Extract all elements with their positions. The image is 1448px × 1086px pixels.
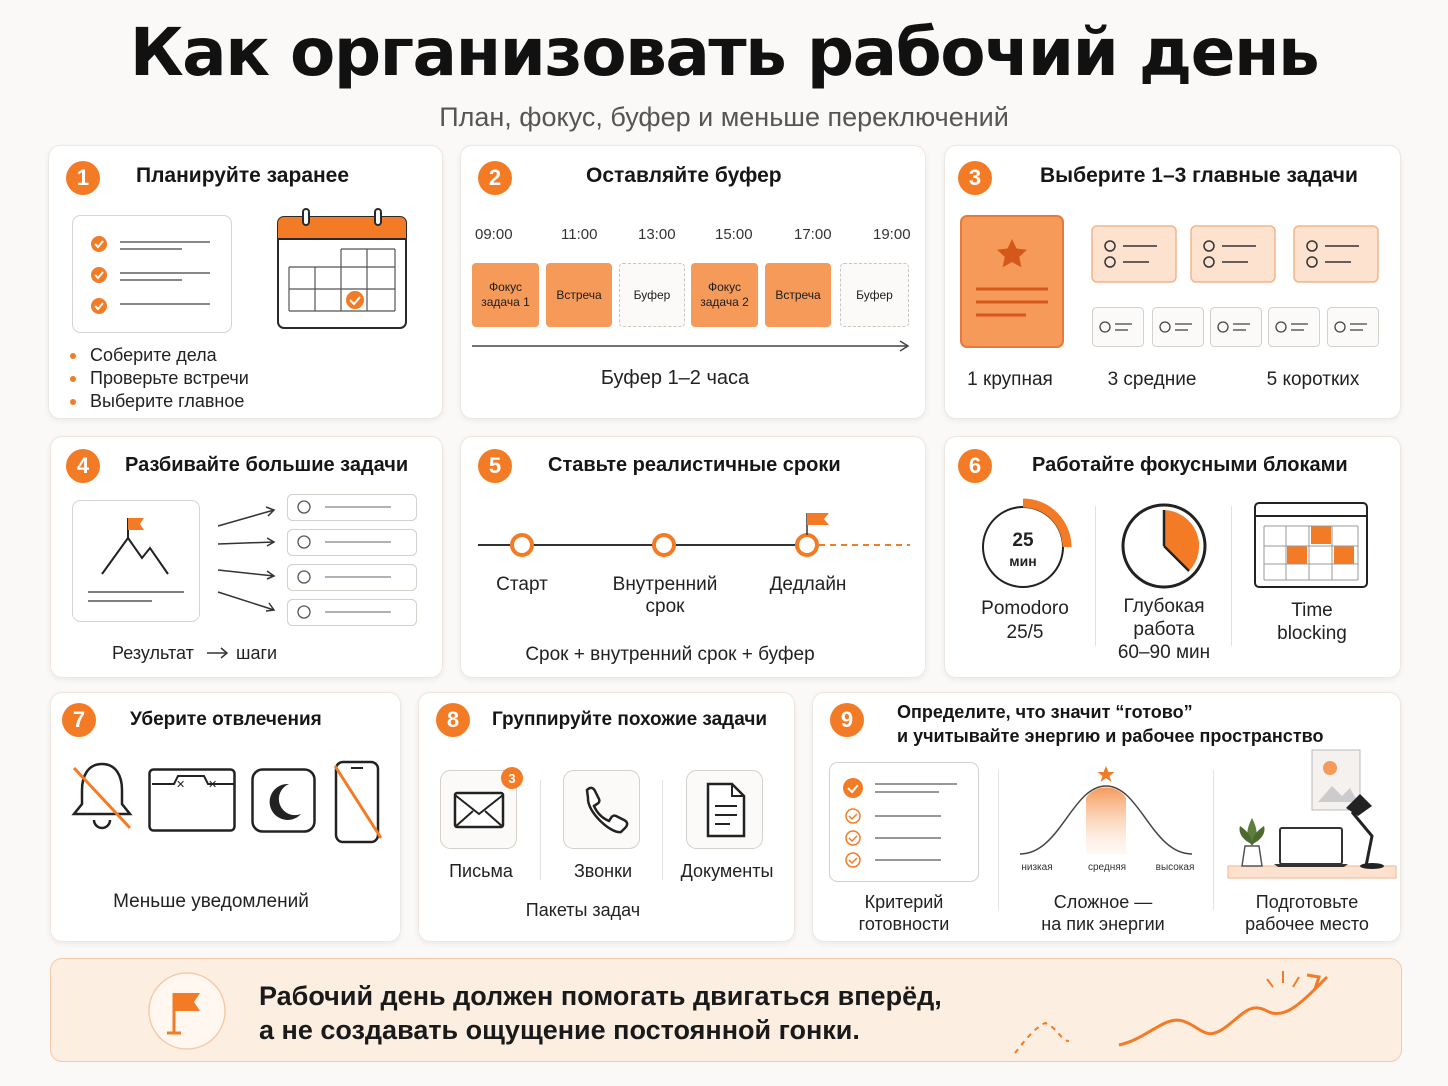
card-3-title: Выберите 1–3 главные задачи	[1040, 164, 1358, 187]
task-count-label: 1 крупная	[967, 369, 1053, 390]
focus-mode-label: Pomodoro	[981, 598, 1069, 619]
time-blocking-calendar-icon	[1254, 502, 1368, 588]
result-label: Результат	[112, 643, 194, 663]
batching-caption: Пакеты задач	[525, 900, 641, 920]
short-task-icon	[1327, 307, 1379, 347]
timer-unit: мин	[1009, 553, 1037, 569]
energy-label: на пик энергии	[1041, 914, 1165, 934]
step-number-7: 7	[62, 703, 96, 737]
card-6-title: Работайте фокусными блоками	[1032, 454, 1348, 476]
task-count-label: 5 коротких	[1266, 369, 1360, 390]
star-task-icon	[960, 215, 1064, 348]
divider	[540, 780, 541, 880]
mountain-goal-icon	[72, 500, 200, 622]
done-criteria-label: Критерий	[864, 892, 944, 912]
batch-item-label: Документы	[680, 861, 774, 881]
step-item-icon	[287, 494, 417, 521]
bullet-item: Проверьте встречи	[70, 368, 249, 389]
card-7-title: Уберите отвлечения	[130, 709, 322, 730]
card-5-title: Ставьте реалистичные сроки	[548, 454, 841, 476]
timeline-point-label: Внутренний	[612, 574, 718, 595]
focus-mode-label: 60–90 мин	[1117, 642, 1211, 663]
energy-mid-label: средняя	[1087, 862, 1127, 873]
timeline-point-label: Старт	[496, 574, 548, 595]
medium-task-icon	[1293, 225, 1379, 283]
card-9-title-line2: и учитывайте энергию и рабочее пространство	[897, 726, 1324, 746]
energy-high-label: высокая	[1155, 862, 1195, 873]
banner-line-1: Рабочий день должен помогать двигаться вперёд,	[259, 981, 942, 1011]
divider	[998, 770, 999, 910]
growth-arrow-icon	[1011, 965, 1331, 1059]
divider	[662, 780, 663, 880]
short-task-icon	[1268, 307, 1320, 347]
flag-icon	[147, 971, 227, 1051]
card-1-title: Планируйте заранее	[136, 164, 350, 187]
workspace-label: Подготовьте	[1255, 892, 1359, 912]
step-number-5: 5	[478, 449, 512, 483]
done-criteria-label: готовности	[858, 914, 950, 934]
deadline-caption: Срок + внутренний срок + буфер	[525, 644, 815, 665]
timeline-point-label: Дедлайн	[769, 574, 847, 595]
time-label: 17:00	[794, 226, 832, 243]
card-4-title: Разбивайте большие задачи	[125, 454, 409, 476]
mail-badge: 3	[508, 771, 516, 786]
step-number-1: 1	[66, 161, 100, 195]
time-label: 19:00	[873, 226, 911, 243]
svg-text:✕: ✕	[208, 778, 218, 791]
energy-curve-icon	[1016, 764, 1196, 860]
bullet-item: Соберите дела	[70, 345, 217, 366]
svg-text:✕: ✕	[176, 778, 186, 791]
steps-label: шаги	[236, 643, 278, 663]
phone-off-icon	[333, 760, 383, 846]
deep-work-clock-icon	[1120, 502, 1208, 590]
document-icon	[686, 770, 764, 850]
focus-mode-label: Time	[1291, 600, 1333, 621]
workspace-desk-icon	[1228, 748, 1398, 880]
batch-item-label: Письма	[449, 861, 513, 881]
medium-task-icon	[1091, 225, 1177, 283]
short-task-icon	[1152, 307, 1204, 347]
divider	[1231, 506, 1232, 646]
muted-bell-icon	[70, 760, 134, 832]
phone-call-icon	[563, 770, 641, 850]
focus-mode-label: 25/5	[1006, 622, 1044, 643]
focus-mode-label: blocking	[1277, 623, 1347, 644]
time-label: 09:00	[475, 226, 513, 243]
page-title: Как организовать рабочий день	[129, 14, 1319, 91]
step-number-4: 4	[66, 449, 100, 483]
banner-text	[259, 979, 942, 1047]
step-number-8: 8	[436, 703, 470, 737]
schedule-block-buffer: Буфер	[619, 263, 685, 327]
checklist-icon	[72, 215, 232, 333]
timer-value: 25	[1012, 530, 1034, 551]
short-task-icon	[1210, 307, 1262, 347]
bullet-item: Выберите главное	[70, 391, 244, 412]
timeline-point-label: срок	[645, 596, 685, 617]
time-label: 15:00	[715, 226, 753, 243]
calendar-icon	[277, 209, 407, 329]
card-8-title: Группируйте похожие задачи	[492, 709, 768, 730]
banner-line-2: а не создавать ощущение постоянной гонки.	[259, 1015, 860, 1045]
step-item-icon	[287, 529, 417, 556]
time-label: 11:00	[561, 226, 598, 243]
step-number-6: 6	[958, 449, 992, 483]
timeline-arrow-icon	[472, 340, 912, 352]
arrow-right-icon	[207, 646, 229, 660]
focus-mode-label: работа	[1133, 619, 1195, 640]
workspace-label: рабочее место	[1245, 914, 1369, 934]
step-number-3: 3	[958, 161, 992, 195]
focus-mode-label: Глубокая	[1123, 596, 1205, 617]
schedule-block-buffer: Буфер	[840, 263, 909, 327]
done-criteria-checklist-icon	[829, 762, 979, 882]
energy-low-label: низкая	[1021, 862, 1053, 873]
step-item-icon	[287, 599, 417, 626]
split-arrows-icon	[216, 500, 280, 616]
divider	[1095, 506, 1096, 646]
batch-item-label: Звонки	[573, 861, 633, 881]
card-2-title: Оставляйте буфер	[586, 164, 782, 187]
card-9-title-line1: Определите, что значит “готово”	[897, 702, 1193, 722]
short-task-icon	[1092, 307, 1144, 347]
schedule-block-meeting: Встреча	[765, 263, 831, 327]
energy-label: Сложное —	[1053, 892, 1153, 912]
deadline-timeline-icon	[476, 510, 912, 558]
time-label: 13:00	[638, 226, 676, 243]
closed-tabs-icon	[148, 768, 236, 832]
step-number-9: 9	[830, 703, 864, 737]
divider	[1213, 770, 1214, 910]
step-number-2: 2	[478, 161, 512, 195]
schedule-block-meeting: Встреча	[546, 263, 612, 327]
conclusion-banner	[50, 958, 1402, 1062]
buffer-caption: Буфер 1–2 часа	[600, 367, 750, 389]
schedule-block-focus: Фокус задача 1	[472, 263, 539, 327]
do-not-disturb-icon	[251, 768, 317, 834]
distractions-caption: Меньше уведомлений	[113, 891, 309, 912]
task-count-label: 3 средние	[1107, 369, 1197, 390]
medium-task-icon	[1190, 225, 1276, 283]
schedule-block-focus: Фокус задача 2	[691, 263, 758, 327]
page-subtitle: План, фокус, буфер и меньше переключений	[439, 102, 1009, 132]
step-item-icon	[287, 564, 417, 591]
